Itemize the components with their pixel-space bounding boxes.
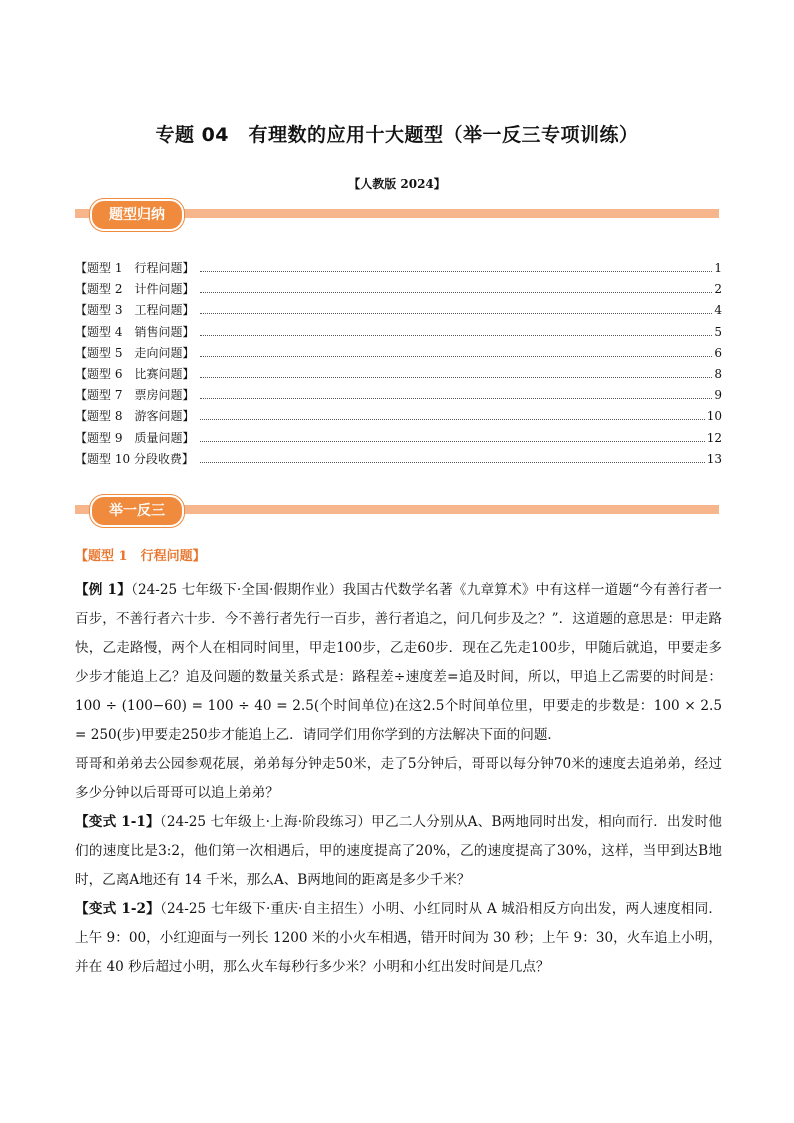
toc-item-page: 4 (714, 303, 722, 318)
toc-leader-dots (200, 313, 712, 314)
toc-leader-dots (200, 398, 712, 399)
toc-leader-dots (200, 441, 704, 442)
toc-item-label: 【题型 1 行程问题】 (75, 261, 195, 275)
variant-paragraph (75, 808, 722, 895)
toc-item-label: 【题型 5 走向问题】 (75, 345, 195, 360)
toc-leader-dots (200, 356, 712, 357)
toc-item-label: 【题型 8 游客问题】 (75, 409, 195, 424)
toc-item-page: 2 (714, 282, 722, 297)
table-of-contents (75, 259, 722, 471)
section-heading: 【题型 1 行程问题】 (75, 549, 206, 564)
toc-item-page: 10 (706, 409, 722, 424)
example-label: 【例 1】 (75, 582, 131, 598)
practice-banner-label: 举一反三 (90, 495, 184, 527)
summary-banner-label: 题型归纳 (90, 199, 184, 231)
variant-label: 【变式 1-2】 (75, 901, 160, 917)
example-text: （24-25 七年级下·全国·假期作业）我国古代数学名著《九章算术》中有这样一道题“今有善行者一百步，不善行者六十步．今不善行者先行一百步，善行者追之，问几何步及之？”．这道题的意思是：甲走路快，乙走路慢，两个人在相同时间里，甲走100步，乙走60步．现在乙先走100步，甲随后就追，甲要走多少步才能追上乙？追及问题的数量关系式是：路程差÷速度差=追及时间，所以，甲追上乙需要的时间是：100 ÷ (100−60) = 100 ÷ 40 = 2.5(个时间单位)在这2.5个时间单位里，甲要走的步数是：100 × 2.5 = 250(步)甲要走250步才能追上乙．请同学们用你学到的方法解决下面的问题． (75, 582, 722, 743)
toc-item[interactable] (75, 344, 722, 365)
edition-label: 【人教版 2024】 (348, 177, 446, 191)
toc-item-page: 13 (706, 451, 722, 466)
toc-leader-dots (200, 292, 712, 293)
toc-item[interactable] (75, 386, 722, 407)
toc-item-page: 6 (714, 345, 722, 360)
variant-text: （24-25 七年级上·上海·阶段练习）甲乙二人分别从A、B两地同时出发，相向而行．出发时他们的速度比是3:2，他们第一次相遇后，甲的速度提高了20%，乙的速度提高了30%，这样，当甲到达B地时，乙离A地还有 14 千米，那么A、B两地间的距离是多少千米？ (75, 814, 723, 888)
toc-leader-dots (200, 271, 712, 272)
toc-item[interactable] (75, 365, 722, 386)
toc-item[interactable] (75, 323, 722, 344)
toc-item-label: 【题型 10 分段收费】 (75, 451, 194, 466)
toc-item-label: 【题型 6 比赛问题】 (75, 366, 195, 381)
toc-item[interactable] (75, 301, 722, 322)
toc-item[interactable] (75, 429, 722, 450)
toc-item-label: 【题型 3 工程问题】 (75, 303, 195, 318)
toc-item-page: 12 (706, 430, 722, 445)
variant-text: （24-25 七年级下·重庆·自主招生）小明、小红同时从 A 城沿相反方向出发，两人速度相同．上午 9：00，小红迎面与一列长 1200 米的小火车相遇，错开时间为 30 秒；上午 9：30，火车追上小明，并在 40 秒后超过小明，那么火车每秒行多少米？小明和小红出发时间是几点？ (75, 901, 723, 975)
toc-leader-dots (200, 462, 705, 463)
toc-item-page: 8 (714, 366, 722, 381)
toc-item[interactable] (75, 259, 722, 280)
example-question: 哥哥和弟弟去公园参观花展，弟弟每分钟走50米，走了5分钟后，哥哥以每分钟70米的速度去追弟弟，经过多少分钟以后哥哥可以追上弟弟？ (75, 756, 722, 801)
toc-item-page: 5 (714, 324, 722, 339)
variant-paragraph (75, 895, 722, 982)
toc-item[interactable] (75, 280, 722, 301)
toc-item-label: 【题型 9 质量问题】 (75, 430, 195, 445)
toc-leader-dots (200, 335, 712, 336)
variant-label: 【变式 1-1】 (75, 814, 160, 830)
toc-item[interactable] (75, 407, 722, 428)
toc-item[interactable] (75, 450, 722, 471)
toc-item-label: 【题型 2 计件问题】 (75, 282, 195, 297)
problem-body (75, 576, 722, 982)
practice-banner (75, 493, 719, 527)
page-title: 专题 04 有理数的应用十大题型（举一反三专项训练） (155, 124, 639, 146)
summary-banner (75, 197, 719, 231)
toc-item-page: 1 (714, 261, 722, 275)
toc-leader-dots (200, 377, 712, 378)
toc-item-page: 9 (714, 388, 722, 403)
toc-item-label: 【题型 7 票房问题】 (75, 388, 195, 403)
toc-leader-dots (200, 419, 704, 420)
example-paragraph (75, 576, 722, 750)
toc-item-label: 【题型 4 销售问题】 (75, 324, 195, 339)
